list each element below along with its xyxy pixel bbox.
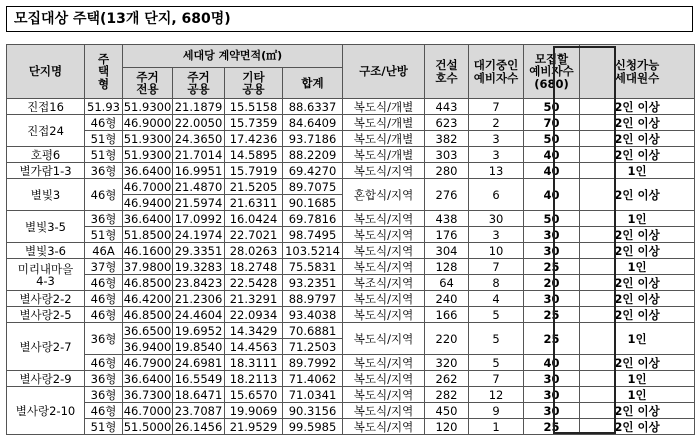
cell-shared: 19.3283 [173,259,225,275]
page-title: 모집대상 주택(13개 단지, 680명) [6,6,693,32]
cell-residential: 46.4200 [123,291,172,306]
recruitment-table [6,44,695,435]
cell-recruit: 40 [524,355,580,371]
cell-total: 71.4062 [283,371,343,387]
recruitment-table-wrap [6,44,694,435]
cell-members: 2인 이상 [580,355,695,371]
cell-other: 15.6570 [225,387,283,403]
cell-total: 88.9797 [283,291,343,307]
cell-other: 21.6311 [225,195,283,211]
cell-members: 1인 [580,259,695,275]
cell-residential: 37.9800 [123,259,172,274]
cell-other: 22.0934 [225,307,283,323]
cell-complex: 진접16 [7,99,85,115]
cell-waiting: 2 [469,115,524,131]
cell-structure: 복도식/개별 [343,115,425,131]
cell-other: 21.5205 [225,179,283,195]
cell-households: 382 [425,131,469,147]
table-row [7,307,695,323]
cell-shared: 16.5549 [173,371,225,387]
cell-households: 220 [425,323,469,355]
cell-shared: 22.0050 [173,115,225,131]
cell-recruit: 20 [524,275,580,291]
cell-waiting: 6 [469,179,524,211]
cell-type: 46형 [85,179,123,211]
table-row [7,179,695,195]
cell-type: 36형 [85,371,123,387]
header-recruit: 모집할 예비자수 (680) [524,45,580,99]
cell-structure: 복도식/지역 [343,387,425,403]
cell-shared: 23.7087 [173,403,225,419]
cell-households: 282 [425,387,469,403]
cell-shared: 17.0992 [173,211,225,227]
cell-households: 166 [425,307,469,323]
cell-total: 93.7186 [283,131,343,147]
cell-waiting: 9 [469,403,524,419]
table-row [7,131,695,147]
cell-waiting: 4 [469,291,524,307]
cell-structure: 복도식/지역 [343,403,425,419]
table-row [7,419,695,435]
cell-shared: 29.3351 [173,243,225,259]
cell-shared: 19.8540 [173,339,225,355]
cell-members: 1인 [580,323,695,355]
cell-residential: 36.9400 [123,339,172,354]
cell-type: 51형 [85,419,123,435]
cell-type: 51.93 [85,99,123,115]
cell-waiting: 13 [469,163,524,179]
cell-type: 36형 [85,211,123,227]
cell-households: 450 [425,403,469,419]
cell-members: 1인 [580,371,695,387]
cell-recruit: 30 [524,387,580,403]
cell-residential: 46.7000 [123,403,172,418]
cell-structure: 복도식/지역 [343,323,425,355]
table-row [7,259,695,275]
cell-shared: 21.2306 [173,291,225,307]
cell-waiting: 12 [469,387,524,403]
cell-recruit: 40 [524,147,580,163]
table-row [7,99,695,115]
cell-households: 304 [425,243,469,259]
table-row [7,211,695,227]
cell-total: 90.3156 [283,403,343,419]
cell-other: 15.7359 [225,115,283,131]
cell-other: 19.9069 [225,403,283,419]
cell-households: 262 [425,371,469,387]
cell-complex: 별사랑2-2 [7,291,85,307]
cell-households: 64 [425,275,469,291]
table-row [7,147,695,163]
cell-residential: 46.8500 [123,307,172,322]
cell-type: 46형 [85,355,123,371]
header-complex: 단지명 [7,45,85,99]
cell-structure: 복조식/지역 [343,275,425,291]
cell-total: 88.2209 [283,147,343,163]
table-row [7,291,695,307]
cell-shared: 23.8423 [173,275,225,291]
cell-residential: 51.9300 [123,131,172,146]
cell-members: 2인 이상 [580,243,695,259]
cell-type: 37형 [85,259,123,275]
cell-residential: 46.7000 [123,179,172,194]
cell-members: 2인 이상 [580,419,695,435]
cell-total: 93.2351 [283,275,343,291]
cell-other: 14.5895 [225,147,283,163]
cell-residential: 51.9300 [123,147,172,162]
cell-total: 71.0341 [283,387,343,403]
cell-residential: 46.7900 [123,355,172,370]
cell-type: 51형 [85,227,123,243]
header-area-group: 세대당 계약면적(㎡) [123,45,343,68]
cell-complex: 진접24 [7,115,85,147]
cell-other: 15.5158 [225,99,283,115]
cell-structure: 복도식/지역 [343,259,425,275]
cell-total: 99.5985 [283,419,343,435]
table-row [7,355,695,371]
cell-shared: 26.1456 [173,419,225,435]
cell-structure: 복도식/지역 [343,355,425,371]
cell-complex: 별빛3-6 [7,243,85,259]
cell-other: 18.3111 [225,355,283,371]
cell-residential: 36.6400 [123,163,172,178]
cell-recruit: 70 [524,115,580,131]
cell-type: 51형 [85,147,123,163]
cell-complex: 별사랑2-7 [7,323,85,371]
cell-structure: 혼합식/지역 [343,179,425,211]
cell-residential: 51.8500 [123,227,172,242]
header-structure: 구조/난방 [343,45,425,99]
cell-structure: 복도식/지역 [343,371,425,387]
cell-recruit: 25 [524,419,580,435]
cell-type: 51형 [85,131,123,147]
cell-type: 46형 [85,115,123,131]
cell-households: 176 [425,227,469,243]
cell-complex: 별사랑2-9 [7,371,85,387]
cell-recruit: 30 [524,291,580,307]
cell-waiting: 8 [469,275,524,291]
cell-waiting: 7 [469,371,524,387]
cell-residential: 36.6400 [123,371,172,386]
cell-total: 84.6409 [283,115,343,131]
cell-total: 70.6881 [283,323,343,339]
cell-waiting: 7 [469,259,524,275]
cell-shared: 16.9951 [173,163,225,179]
cell-total: 90.1685 [283,195,343,211]
cell-residential: 46.9400 [123,195,172,210]
table-row [7,387,695,403]
cell-recruit: 30 [524,243,580,259]
cell-other: 21.3291 [225,291,283,307]
cell-recruit: 50 [524,99,580,115]
header-shared: 주거 공용 [173,68,225,99]
cell-members: 2인 이상 [580,99,695,115]
cell-type: 36형 [85,323,123,355]
cell-structure: 복도식/지역 [343,163,425,179]
cell-waiting: 10 [469,243,524,259]
cell-recruit: 30 [524,227,580,243]
table-row [7,163,695,179]
cell-households: 280 [425,163,469,179]
cell-households: 443 [425,99,469,115]
cell-total: 89.7992 [283,355,343,371]
cell-total: 89.7075 [283,179,343,195]
cell-members: 2인 이상 [580,403,695,419]
cell-shared: 21.7014 [173,147,225,163]
cell-other: 18.2113 [225,371,283,387]
cell-members: 2인 이상 [580,227,695,243]
cell-structure: 복도식/개별 [343,99,425,115]
cell-other: 22.7021 [225,227,283,243]
cell-shared: 24.4604 [173,307,225,323]
cell-other: 17.4236 [225,131,283,147]
cell-shared: 21.1879 [173,99,225,115]
cell-residential: 46.1600 [123,243,172,258]
cell-members: 1인 [580,211,695,227]
cell-recruit: 30 [524,403,580,419]
header-other: 기타 공용 [225,68,283,99]
cell-households: 240 [425,291,469,307]
cell-members: 2인 이상 [580,115,695,131]
cell-residential: 51.9300 [123,99,172,114]
table-row [7,243,695,259]
cell-total: 69.4270 [283,163,343,179]
table-row [7,371,695,387]
cell-shared: 19.6952 [173,323,225,339]
header-type: 주 택 형 [85,45,123,99]
cell-shared: 24.3650 [173,131,225,147]
cell-recruit: 25 [524,323,580,355]
cell-structure: 복도식/지역 [343,211,425,227]
cell-complex: 별사랑2-10 [7,387,85,435]
header-waiting: 대기중인 예비자수 [469,45,524,99]
cell-shared: 18.6471 [173,387,225,403]
cell-type: 36형 [85,387,123,403]
cell-residential: 46.8500 [123,275,172,290]
cell-members: 2인 이상 [580,131,695,147]
cell-households: 128 [425,259,469,275]
cell-shared: 24.6981 [173,355,225,371]
cell-type: 46형 [85,307,123,323]
cell-other: 21.9529 [225,419,283,435]
cell-residential: 36.6400 [123,211,172,226]
cell-members: 2인 이상 [580,179,695,211]
table-row [7,115,695,131]
cell-structure: 복도식/지역 [343,419,425,435]
cell-waiting: 3 [469,147,524,163]
cell-waiting: 5 [469,307,524,323]
cell-structure: 복도식/지역 [343,243,425,259]
cell-recruit: 40 [524,179,580,211]
cell-members: 2인 이상 [580,147,695,163]
cell-complex: 호평6 [7,147,85,163]
cell-other: 14.4563 [225,339,283,355]
cell-other: 22.5428 [225,275,283,291]
cell-complex: 별사랑2-5 [7,307,85,323]
cell-other: 28.0263 [225,243,283,259]
cell-recruit: 25 [524,307,580,323]
cell-recruit: 50 [524,131,580,147]
cell-members: 1인 [580,163,695,179]
cell-complex: 미리내마을 4-3 [7,259,85,291]
header-members: 신청가능 세대원수 [580,45,695,99]
cell-shared: 24.1974 [173,227,225,243]
cell-total: 88.6337 [283,99,343,115]
cell-households: 276 [425,179,469,211]
cell-total: 71.2503 [283,339,343,355]
cell-shared: 21.5974 [173,195,225,211]
cell-households: 438 [425,211,469,227]
cell-recruit: 25 [524,259,580,275]
cell-members: 2인 이상 [580,275,695,291]
cell-structure: 복도식/개별 [343,131,425,147]
cell-type: 46A [85,243,123,259]
cell-residential: 46.9000 [123,115,172,130]
cell-type: 46형 [85,275,123,291]
cell-waiting: 1 [469,419,524,435]
cell-households: 623 [425,115,469,131]
header-households: 건설 호수 [425,45,469,99]
cell-waiting: 5 [469,355,524,371]
cell-structure: 복도식/지역 [343,291,425,307]
table-row [7,275,695,291]
cell-total: 75.5831 [283,259,343,275]
cell-waiting: 3 [469,227,524,243]
cell-structure: 복도식/지역 [343,227,425,243]
header-residential: 주거 전용 [123,68,173,99]
cell-type: 36형 [85,163,123,179]
cell-waiting: 5 [469,323,524,355]
cell-waiting: 30 [469,211,524,227]
cell-complex: 별빛3 [7,179,85,211]
cell-households: 120 [425,419,469,435]
cell-residential: 36.6500 [123,323,172,338]
cell-waiting: 7 [469,99,524,115]
cell-type: 46형 [85,291,123,307]
table-row [7,227,695,243]
cell-other: 14.3429 [225,323,283,339]
cell-shared: 21.4870 [173,179,225,195]
cell-other: 15.7919 [225,163,283,179]
cell-members: 2인 이상 [580,291,695,307]
cell-type: 46형 [85,403,123,419]
cell-total: 93.4038 [283,307,343,323]
cell-households: 303 [425,147,469,163]
cell-structure: 복도식/지역 [343,307,425,323]
cell-recruit: 30 [524,371,580,387]
cell-other: 16.0424 [225,211,283,227]
cell-residential: 51.5000 [123,419,172,434]
cell-complex: 별가람1-3 [7,163,85,179]
cell-structure: 복도식/개별 [343,147,425,163]
header-total: 합계 [283,68,343,99]
cell-members: 1인 [580,387,695,403]
cell-recruit: 50 [524,211,580,227]
cell-other: 18.2748 [225,259,283,275]
cell-total: 98.7495 [283,227,343,243]
cell-total: 69.7816 [283,211,343,227]
cell-members: 2인 이상 [580,307,695,323]
table-row [7,403,695,419]
cell-complex: 별빛3-5 [7,211,85,243]
cell-total: 103.5214 [283,243,343,259]
cell-recruit: 40 [524,163,580,179]
table-row [7,323,695,339]
cell-waiting: 3 [469,131,524,147]
cell-households: 320 [425,355,469,371]
cell-residential: 36.7300 [123,387,172,402]
